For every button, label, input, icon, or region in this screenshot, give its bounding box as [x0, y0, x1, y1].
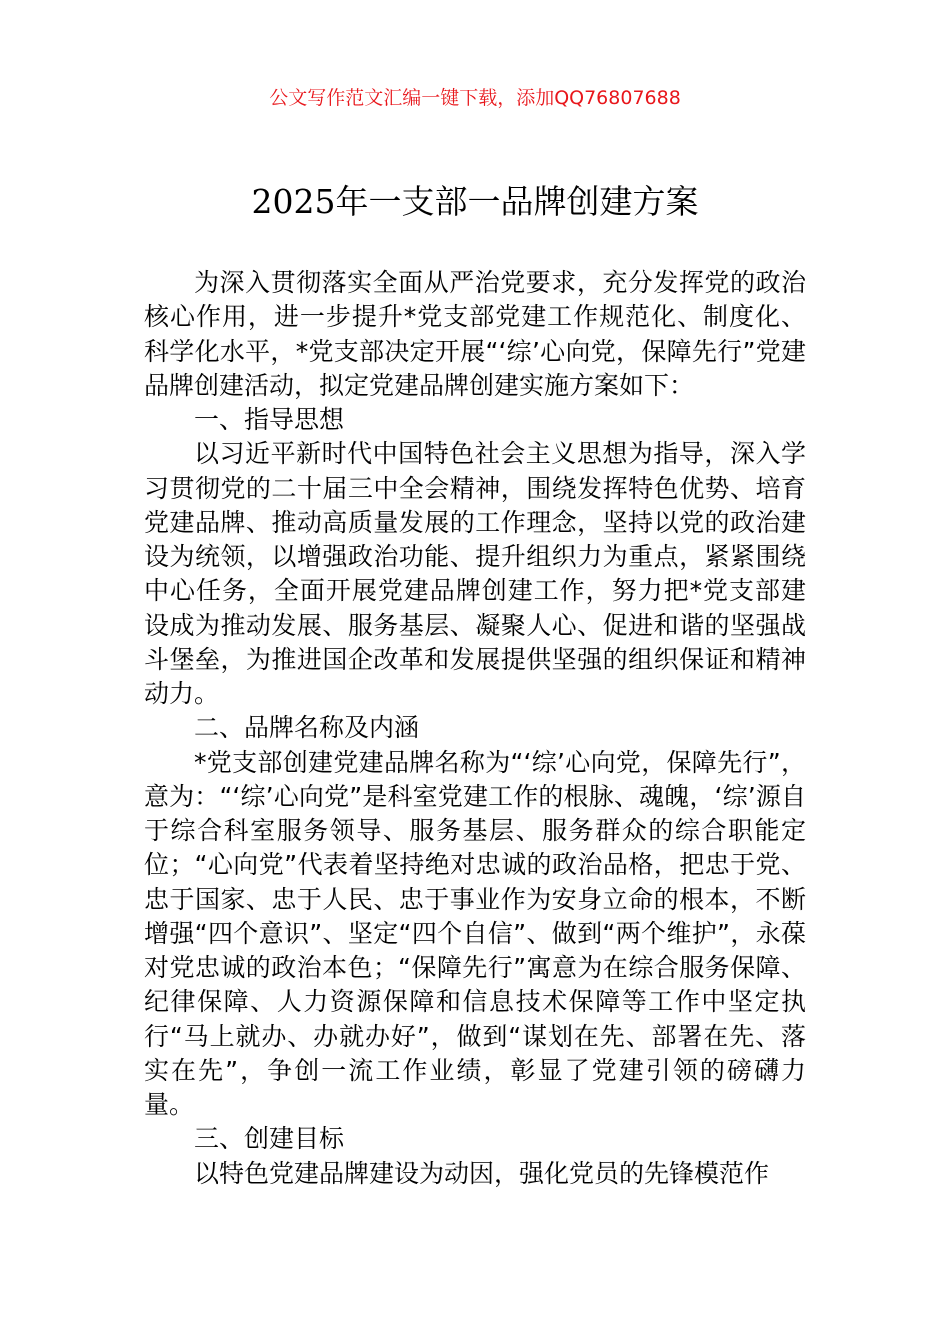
section-heading-guiding-ideology: 一、指导思想	[194, 405, 345, 434]
section-heading-goals: 三、创建目标	[194, 1124, 345, 1154]
brand-meaning-paragraph: *党支部创建党建品牌名称为“‘综’心向党，保障先行”，意为：“‘综’心向党”是科室党建工作的根脉、魂魄，‘综’源自于综合科室服务领导、服务基层、服务群众的综合职能定位；“心向党”代表着坚持绝对忠诚的政治品格，把忠于党、忠于国家、忠于人民、忠于事业作为安身立命的根本，不断增强“四个意识”、坚定“四个自信”、做到“两个维护”，永葆对党忠诚的政治本色；“保障先行”寓意为在综合服务保障、纪律保障、人力资源保障和信息技术保障等工作中坚定执行“马上就办、办就办好”，做到“谋划在先、部署在先、落实在先”，争创一流工作业绩，彰显了党建引领的磅礴力量。	[144, 747, 806, 1119]
document-title: 2025年一支部一品牌创建方案	[251, 182, 699, 221]
document-body	[144, 266, 806, 1191]
download-notice: 公文写作范文汇编一键下载，添加QQ76807688	[269, 87, 681, 109]
goals-paragraph: 以特色党建品牌建设为动因，强化党员的先锋模范作	[194, 1158, 770, 1188]
guiding-ideology-paragraph: 以习近平新时代中国特色社会主义思想为指导，深入学习贯彻党的二十届三中全会精神，围绕发挥特色优势、培育党建品牌、推动高质量发展的工作理念，坚持以党的政治建设为统领，以增强政治功能、提升组织力为重点，紧紧围绕中心任务，全面开展党建品牌创建工作，努力把*党支部建设成为推动发展、服务基层、凝聚人心、促进和谐的坚强战斗堡垒，为推进国企改革和发展提供坚强的组织保证和精神动力。	[144, 439, 806, 708]
section-heading-brand-name: 二、品牌名称及内涵	[194, 713, 420, 743]
intro-paragraph: 为深入贯彻落实全面从严治党要求，充分发挥党的政治核心作用，进一步提升*党支部党建工作规范化、制度化、科学化水平，*党支部决定开展“‘综’心向党，保障先行”党建品牌创建活动，拟定党建品牌创建实施方案如下：	[144, 268, 806, 400]
